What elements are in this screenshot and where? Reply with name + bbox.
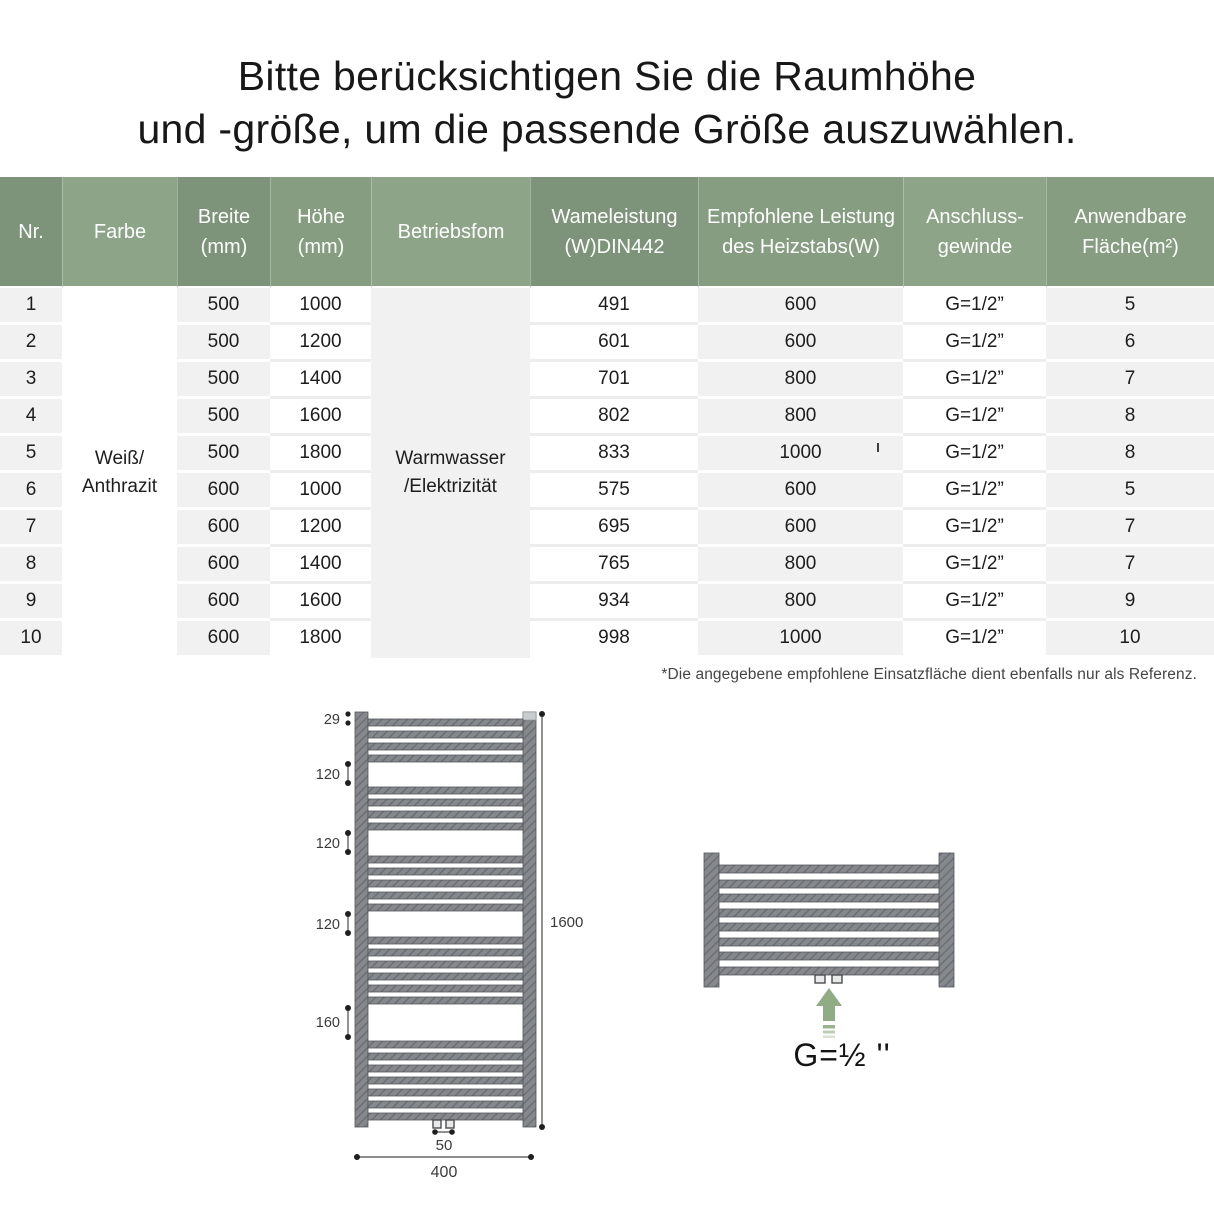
cell-breite: 600 bbox=[177, 547, 270, 584]
table-row bbox=[0, 362, 1214, 399]
cell-gewinde: G=1/2” bbox=[903, 547, 1046, 584]
header-anwendbare-flaeche: Anwendbare Fläche(m²) bbox=[1046, 177, 1214, 288]
cell-hoehe: 1000 bbox=[270, 288, 371, 325]
cell-nr: 6 bbox=[0, 473, 62, 510]
cell-breite: 500 bbox=[177, 362, 270, 399]
cell-nr: 9 bbox=[0, 584, 62, 621]
cell-heizstab: 1000 bbox=[698, 436, 903, 473]
cell-heizstab: 600 bbox=[698, 510, 903, 547]
cell-hoehe: 1000 bbox=[270, 473, 371, 510]
cell-flaeche: 10 bbox=[1046, 621, 1214, 658]
dimension-gap2 bbox=[316, 830, 351, 855]
cell-flaeche: 7 bbox=[1046, 547, 1214, 584]
cell-betriebsform-merged: Warmwasser /Elektrizität bbox=[371, 288, 530, 658]
cell-heizstab: 800 bbox=[698, 547, 903, 584]
cell-nr: 1 bbox=[0, 288, 62, 325]
table-row bbox=[0, 510, 1214, 547]
cell-nr: 7 bbox=[0, 510, 62, 547]
cell-breite: 600 bbox=[177, 621, 270, 658]
table-row bbox=[0, 399, 1214, 436]
cell-waermeleistung: 695 bbox=[530, 510, 698, 547]
cell-waermeleistung: 601 bbox=[530, 325, 698, 362]
dimension-400-label: 400 bbox=[430, 1164, 458, 1181]
dimension-29-label: 29 bbox=[323, 712, 340, 728]
cell-flaeche: 8 bbox=[1046, 436, 1214, 473]
table-row bbox=[0, 325, 1214, 362]
stray-tick-mark bbox=[877, 443, 879, 452]
cell-nr: 10 bbox=[0, 621, 62, 658]
connection-stubs bbox=[815, 975, 842, 983]
header-waermeleistung: Wameleistung (W)DIN442 bbox=[530, 177, 698, 288]
table-row bbox=[0, 288, 1214, 325]
cell-flaeche: 6 bbox=[1046, 325, 1214, 362]
inlet-arrow-icon bbox=[816, 988, 842, 1038]
dimension-29 bbox=[324, 711, 351, 728]
cell-nr: 4 bbox=[0, 399, 62, 436]
page-title-line1: Bitte berücksichtigen Sie die Raumhöhe bbox=[237, 53, 977, 99]
cell-flaeche: 8 bbox=[1046, 399, 1214, 436]
cell-breite: 600 bbox=[177, 510, 270, 547]
rail-top-cap bbox=[523, 712, 536, 720]
cell-heizstab: 800 bbox=[698, 584, 903, 621]
table-row bbox=[0, 547, 1214, 584]
cell-hoehe: 1600 bbox=[270, 584, 371, 621]
cell-gewinde: G=1/2” bbox=[903, 399, 1046, 436]
radiator-bottom-connection-drawing bbox=[660, 820, 1000, 1080]
cell-waermeleistung: 802 bbox=[530, 399, 698, 436]
cell-heizstab: 600 bbox=[698, 325, 903, 362]
radiator-bars bbox=[368, 719, 523, 1120]
cell-waermeleistung: 701 bbox=[530, 362, 698, 399]
cell-waermeleistung: 833 bbox=[530, 436, 698, 473]
header-row bbox=[0, 177, 1214, 288]
cell-breite: 600 bbox=[177, 473, 270, 510]
table-row bbox=[0, 473, 1214, 510]
dimension-50-label: 50 bbox=[435, 1137, 453, 1154]
dimension-gap1 bbox=[316, 761, 351, 786]
cell-hoehe: 1800 bbox=[270, 436, 371, 473]
dimension-160-label: 160 bbox=[315, 1015, 340, 1031]
page-title bbox=[0, 50, 1214, 157]
radiator-front-drawing bbox=[290, 700, 620, 1190]
cell-gewinde: G=1/2” bbox=[903, 584, 1046, 621]
cell-nr: 2 bbox=[0, 325, 62, 362]
header-anschlussgewinde: Anschluss- gewinde bbox=[903, 177, 1046, 288]
cell-flaeche: 7 bbox=[1046, 362, 1214, 399]
cell-gewinde: G=1/2” bbox=[903, 621, 1046, 658]
cell-flaeche: 7 bbox=[1046, 510, 1214, 547]
dimension-width bbox=[354, 1154, 534, 1181]
cell-flaeche: 5 bbox=[1046, 473, 1214, 510]
cell-gewinde: G=1/2” bbox=[903, 362, 1046, 399]
dimension-1600-label: 1600 bbox=[550, 914, 584, 931]
cell-waermeleistung: 998 bbox=[530, 621, 698, 658]
cell-nr: 8 bbox=[0, 547, 62, 584]
table-row bbox=[0, 584, 1214, 621]
table-row bbox=[0, 436, 1214, 473]
cell-hoehe: 1800 bbox=[270, 621, 371, 658]
cell-breite: 500 bbox=[177, 325, 270, 362]
cell-breite: 500 bbox=[177, 288, 270, 325]
dimension-gap4 bbox=[316, 1005, 351, 1040]
cell-flaeche: 9 bbox=[1046, 584, 1214, 621]
thread-size-label: G=½ '' bbox=[793, 1037, 891, 1073]
connection-stubs bbox=[433, 1120, 454, 1128]
spec-table bbox=[0, 177, 1214, 658]
cell-heizstab: 800 bbox=[698, 362, 903, 399]
cell-breite: 600 bbox=[177, 584, 270, 621]
header-breite: Breite (mm) bbox=[177, 177, 270, 288]
table-row bbox=[0, 621, 1214, 658]
cell-heizstab: 1000 bbox=[698, 621, 903, 658]
cell-heizstab: 600 bbox=[698, 288, 903, 325]
page-title-line2: und -größe, um die passende Größe auszuwählen. bbox=[137, 106, 1077, 153]
dimension-height bbox=[539, 711, 583, 1130]
header-nr: Nr. bbox=[0, 177, 62, 288]
header-heizstab-leistung: Empfohlene Leistung des Heizstabs(W) bbox=[698, 177, 903, 288]
header-farbe: Farbe bbox=[62, 177, 177, 288]
cell-hoehe: 1600 bbox=[270, 399, 371, 436]
cell-hoehe: 1400 bbox=[270, 547, 371, 584]
cell-gewinde: G=1/2” bbox=[903, 510, 1046, 547]
header-hoehe: Höhe (mm) bbox=[270, 177, 371, 288]
dimension-120-label-2: 120 bbox=[315, 836, 340, 852]
cell-hoehe: 1200 bbox=[270, 325, 371, 362]
cell-flaeche: 5 bbox=[1046, 288, 1214, 325]
cell-heizstab: 800 bbox=[698, 399, 903, 436]
dimension-stub-spacing bbox=[432, 1129, 455, 1154]
cell-farbe-merged: Weiß/ Anthrazit bbox=[62, 288, 177, 658]
header-betriebsform: Betriebsfom bbox=[371, 177, 530, 288]
dimension-120-label-3: 120 bbox=[315, 917, 340, 933]
dimension-gap3 bbox=[316, 911, 351, 936]
cell-gewinde: G=1/2” bbox=[903, 288, 1046, 325]
cell-breite: 500 bbox=[177, 399, 270, 436]
dimension-120-label-1: 120 bbox=[315, 767, 340, 783]
cell-breite: 500 bbox=[177, 436, 270, 473]
cell-gewinde: G=1/2” bbox=[903, 436, 1046, 473]
cell-heizstab: 600 bbox=[698, 473, 903, 510]
cell-waermeleistung: 575 bbox=[530, 473, 698, 510]
cell-waermeleistung: 765 bbox=[530, 547, 698, 584]
cell-nr: 3 bbox=[0, 362, 62, 399]
cell-nr: 5 bbox=[0, 436, 62, 473]
cell-waermeleistung: 491 bbox=[530, 288, 698, 325]
radiator-bars bbox=[719, 865, 939, 975]
cell-waermeleistung: 934 bbox=[530, 584, 698, 621]
cell-hoehe: 1400 bbox=[270, 362, 371, 399]
cell-gewinde: G=1/2” bbox=[903, 325, 1046, 362]
footnote: *Die angegebene empfohlene Einsatzfläche dient ebenfalls nur als Referenz. bbox=[661, 666, 1197, 683]
cell-gewinde: G=1/2” bbox=[903, 473, 1046, 510]
cell-hoehe: 1200 bbox=[270, 510, 371, 547]
